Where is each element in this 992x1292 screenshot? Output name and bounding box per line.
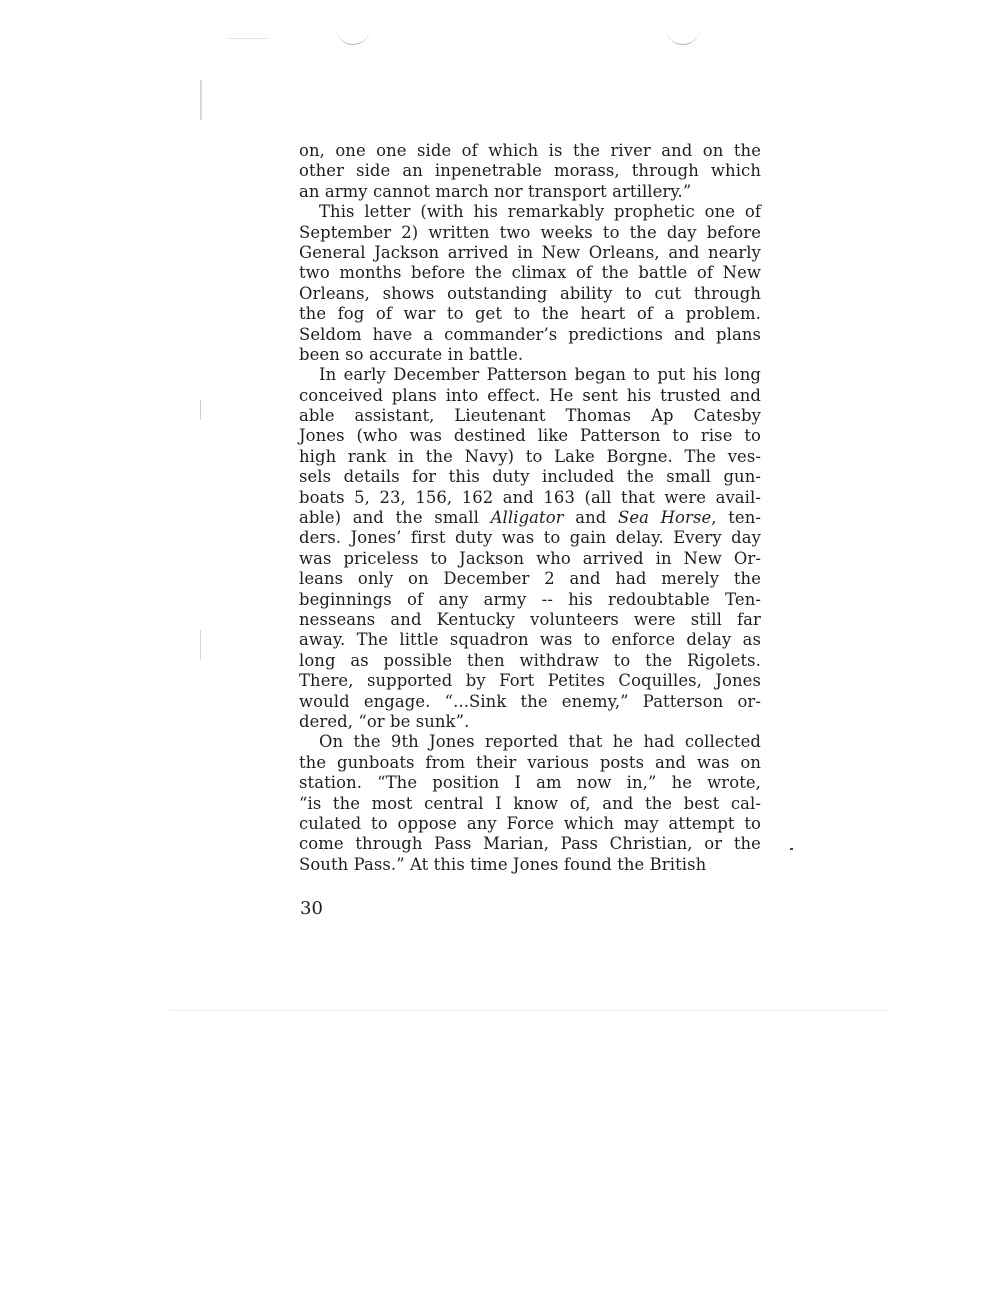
text-line: an army cannot march nor transport artillery.” <box>299 181 692 201</box>
text-line: General Jackson arrived in New Orleans, and nearly <box>299 242 761 262</box>
text-line: Seldom have a commander’s predictions and plans <box>299 324 761 344</box>
text-line: able) and the small Alligator and Sea Horse, ten- <box>299 508 762 528</box>
text-line: on, one one side of which is the river and on the <box>299 141 761 160</box>
text-line: the gunboats from their various posts and was on <box>299 752 761 772</box>
binding-hole-left <box>336 28 370 45</box>
scan-artifact-bottom <box>170 1010 890 1011</box>
text-line: There, supported by Fort Petites Coquilles, Jones <box>299 671 761 691</box>
paragraph <box>299 141 761 202</box>
scan-artifact-edge <box>200 400 201 420</box>
text-line: come through Pass Marian, Pass Christian, or the <box>299 834 761 854</box>
text-line: South Pass.” At this time Jones found the British <box>299 854 707 874</box>
text-line: nesseans and Kentucky volunteers were still far <box>299 609 761 629</box>
text-line: long as possible then withdraw to the Rigolets. <box>299 650 761 670</box>
text-line: On the 9th Jones reported that he had collected <box>319 732 761 752</box>
text-line: sels details for this duty included the small gun- <box>299 467 761 487</box>
text-line: conceived plans into effect. He sent his trusted and <box>299 385 761 405</box>
text-line: other side an inpenetrable morass, through which <box>299 161 761 181</box>
text-line: boats 5, 23, 156, 162 and 163 (all that were avail- <box>299 487 761 507</box>
text-line: “is the most central I know of, and the best cal- <box>299 793 761 813</box>
text-line: two months before the climax of the battle of New <box>299 263 761 283</box>
paragraph <box>299 202 761 365</box>
text-line: away. The little squadron was to enforce delay as <box>299 630 761 650</box>
scan-artifact-edge <box>200 80 202 120</box>
text-line: the fog of war to get to the heart of a problem. <box>299 304 761 324</box>
text-line: able assistant, Lieutenant Thomas Ap Catesby <box>299 406 761 426</box>
binding-hole-right <box>666 28 700 45</box>
text-line: September 2) written two weeks to the day before <box>299 222 761 242</box>
text-line: leans only on December 2 and had merely the <box>299 569 761 589</box>
text-line: Orleans, shows outstanding ability to cut through <box>299 283 761 303</box>
text-line: culated to oppose any Force which may attempt to <box>299 813 761 833</box>
text-line: high rank in the Navy) to Lake Borgne. The ves- <box>299 446 761 466</box>
text-line: been so accurate in battle. <box>299 344 524 364</box>
text-line: ders. Jones’ first duty was to gain delay. Every day <box>299 528 761 548</box>
paragraph <box>299 365 761 732</box>
scan-artifact-edge <box>200 630 201 660</box>
text-line: In early December Patterson began to put his long <box>319 365 761 385</box>
text-line: This letter (with his remarkably prophetic one of <box>319 202 761 222</box>
text-line: dered, “or be sunk”. <box>299 711 470 731</box>
scan-artifact-top <box>228 38 268 39</box>
text-line: station. “The position I am now in,” he wrote, <box>299 773 761 793</box>
text-line: was priceless to Jackson who arrived in New Or- <box>299 548 761 568</box>
body-text <box>299 141 761 875</box>
scan-speck <box>790 848 793 850</box>
text-line: Jones (who was destined like Patterson to rise to <box>299 426 761 446</box>
text-line: would engage. “...Sink the enemy,” Patterson or- <box>299 691 761 711</box>
page-number: 30 <box>300 898 323 919</box>
text-line: beginnings of any army -- his redoubtable Ten- <box>299 589 761 609</box>
paragraph <box>299 732 761 875</box>
